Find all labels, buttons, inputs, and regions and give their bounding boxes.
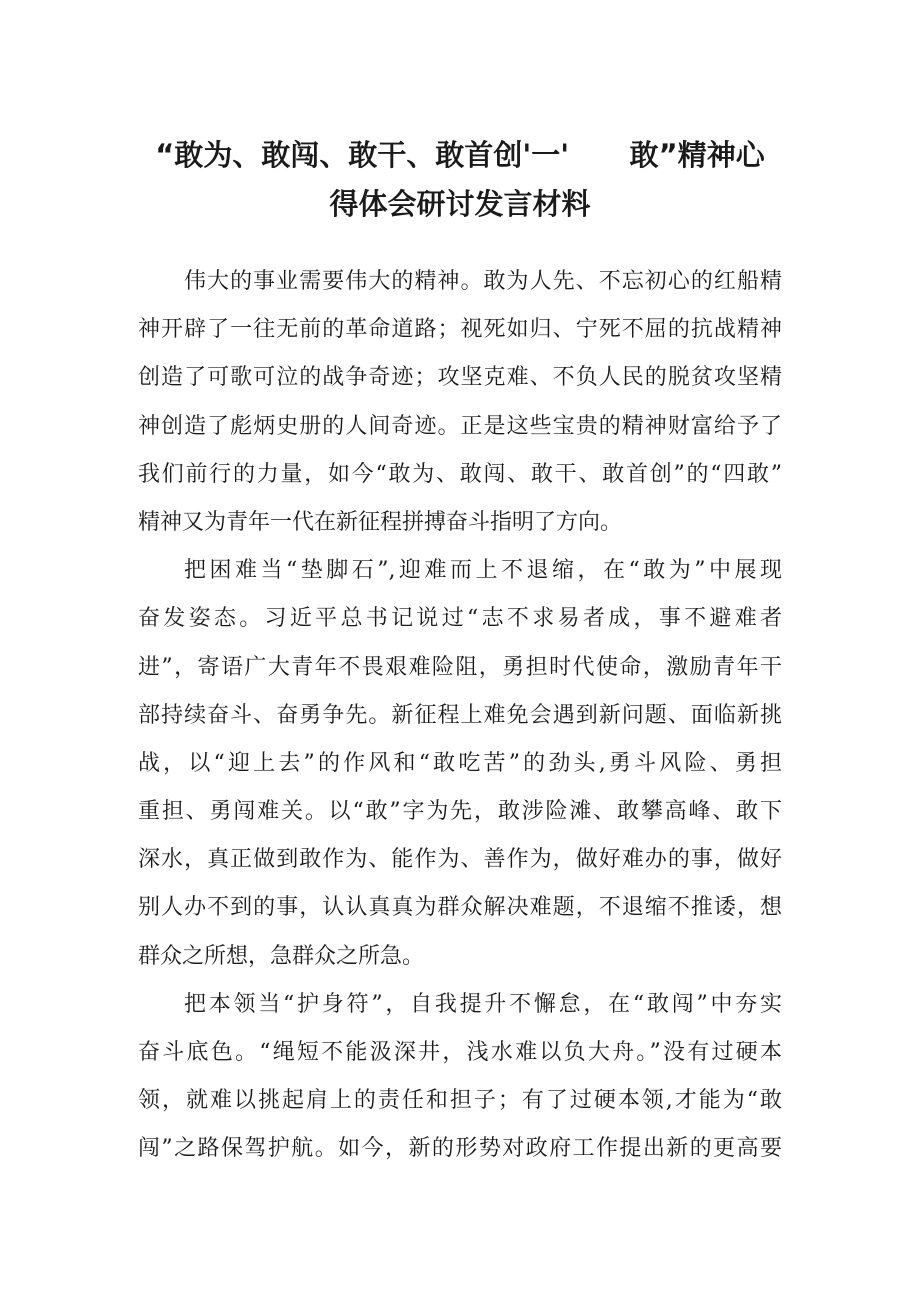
document-title-line-1: “敢为、敢闯、敢干、敢首创'一' 敢”精神心 (155, 138, 765, 172)
paragraph-2-line-2: 奋发姿态。习近平总书记说过“志不求易者成，事不避难者 (138, 606, 782, 632)
paragraph-2-line-3: 进”，寄语广大青年不畏艰难险阻，勇担时代使命，激励青年干 (138, 654, 782, 680)
document-title-line-2: 得体会研讨发言材料 (329, 187, 591, 221)
paragraph-2-line-9: 群众之所想，急群众之所急。 (138, 943, 425, 969)
paragraph-3-line-3: 领，就难以挑起肩上的责任和担子；有了过硬本领,才能为“敢 (138, 1088, 782, 1114)
paragraph-3-line-4: 闯”之路保驾护航。如今，新的形势对政府工作提出新的更高要 (138, 1136, 782, 1162)
paragraph-3-line-2: 奋斗底色。“绳短不能汲深井，浅水难以负大舟。”没有过硬本 (138, 1040, 782, 1065)
paragraph-2-line-7: 深水，真正做到敢作为、能作为、善作为，做好难办的事，做好 (138, 847, 782, 873)
paragraph-1-line-3: 创造了可歌可泣的战争奇迹；攻坚克难、不负人民的脱贫攻坚精 (138, 365, 782, 391)
paragraph-1-line-5: 我们前行的力量，如今“敢为、敢闯、敢干、敢首创”的“四敢” (138, 461, 782, 487)
paragraph-1-line-1: 伟大的事业需要伟大的精神。敢为人先、不忘初心的红船精 (184, 269, 782, 294)
document-body (138, 258, 782, 1174)
paragraph-1-line-2: 神开辟了一往无前的革命道路；视死如归、宁死不屈的抗战精神 (138, 317, 782, 343)
paragraph-3-line-1: 把本领当“护身符”，自我提升不懈怠，在“敢闯”中夯实 (184, 991, 782, 1017)
paragraph-2-line-8: 别人办不到的事，认认真真为群众解决难题，不退缩不推诿，想 (138, 895, 782, 921)
paragraph-1-line-4: 神创造了彪炳史册的人间奇迹。正是这些宝贵的精神财富给予了 (138, 413, 782, 439)
paragraph-2-line-4: 部持续奋斗、奋勇争先。新征程上难免会遇到新问题、面临新挑 (138, 702, 782, 728)
paragraph-1-line-6: 精神又为青年一代在新征程拼搏奋斗指明了方向。 (138, 509, 623, 535)
paragraph-2-line-6: 重担、勇闯难关。以“敢”字为先，敢涉险滩、敢攀高峰、敢下 (138, 799, 782, 825)
paragraph-2-line-1: 把困难当“垫脚石”,迎难而上不退缩，在“敢为”中展现 (184, 558, 782, 584)
paragraph-2-line-5: 战，以“迎上去”的作风和“敢吃苦”的劲头,勇斗风险、勇担 (138, 750, 782, 776)
